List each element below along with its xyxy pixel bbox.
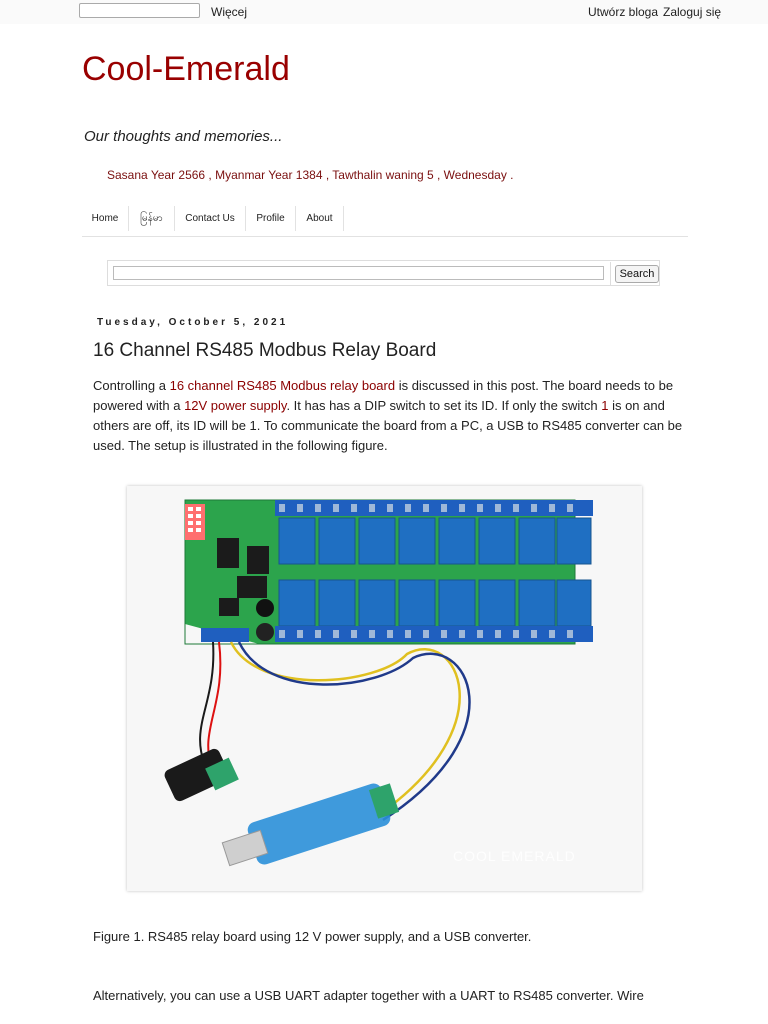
tab-myanmar[interactable]: မြန်မာ — [129, 206, 175, 231]
create-blog-link[interactable]: Utwórz bloga — [588, 5, 659, 19]
power-supply-link[interactable]: 12V power supply — [184, 398, 287, 413]
tab-home[interactable]: Home — [82, 206, 129, 231]
text-run: Controlling a — [93, 378, 170, 393]
tab-about[interactable]: About — [296, 206, 344, 231]
text-run: is on and others are off, its ID will be 1. To communicate the board from a PC, a USB to RS485 converter can be used. The setup is illustrated in the following figure. — [93, 398, 683, 453]
tab-contact-us[interactable]: Contact Us — [175, 206, 246, 231]
login-link[interactable]: Zaloguj się — [663, 5, 722, 19]
post-title[interactable]: 16 Channel RS485 Modbus Relay Board — [93, 340, 437, 361]
photo-watermark: COOL EMERALD — [453, 848, 576, 864]
calendar-date-line: Sasana Year 2566 , Myanmar Year 1384 , Tawthalin waning 5 , Wednesday . — [107, 168, 514, 182]
photo-illustration — [127, 486, 642, 891]
post-date: Tuesday, October 5, 2021 — [97, 317, 289, 328]
tab-profile[interactable]: Profile — [246, 206, 296, 231]
blogger-navbar — [0, 0, 768, 24]
figure-caption: Figure 1. RS485 relay board using 12 V power supply, and a USB converter. — [93, 929, 532, 944]
relay-board-link[interactable]: 16 channel RS485 Modbus relay board — [169, 378, 396, 393]
relay-board-photo[interactable] — [127, 486, 642, 891]
post-paragraph-1 — [93, 376, 683, 456]
search-widget — [107, 260, 660, 286]
search-button[interactable]: Search — [615, 265, 659, 283]
text-run: is discussed in this post. The board needs to be powered with a — [93, 378, 674, 413]
search-button-cell — [610, 262, 661, 286]
switch-1-link[interactable]: 1 — [601, 398, 609, 413]
text-run: . It has has a DIP switch to set its ID. If only the switch — [286, 398, 602, 413]
search-input[interactable] — [113, 266, 604, 280]
blog-title[interactable]: Cool-Emerald — [82, 50, 290, 88]
blog-description: Our thoughts and memories... — [84, 128, 283, 145]
page-tabs — [82, 206, 688, 237]
navbar-more-link[interactable]: Więcej — [211, 5, 248, 19]
post-paragraph-2: Alternatively, you can use a USB UART adapter together with a UART to RS485 converter. Wire — [93, 988, 644, 1003]
navbar-search-input[interactable] — [79, 3, 200, 18]
